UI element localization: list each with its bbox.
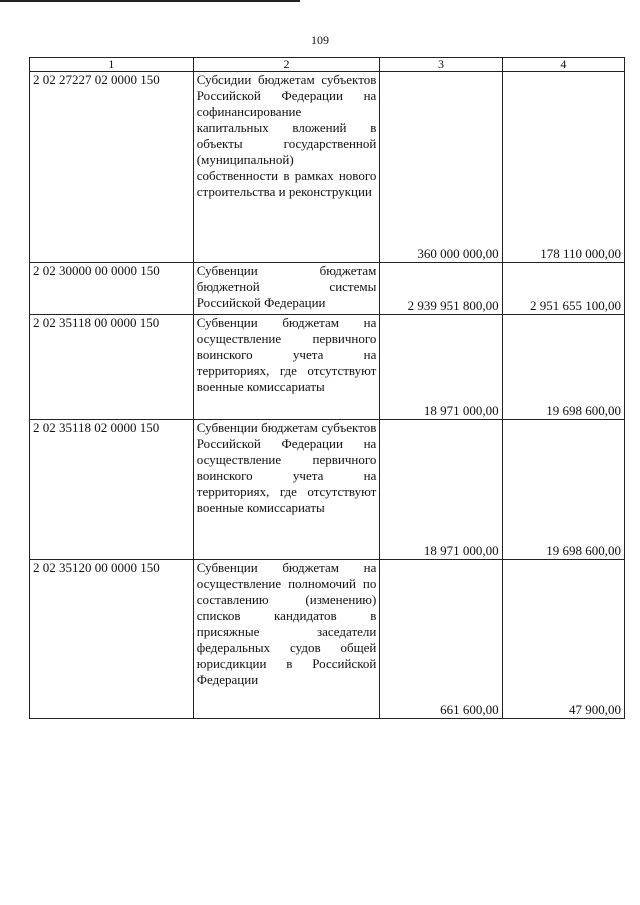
table-row	[30, 420, 625, 560]
page-number: 109	[311, 33, 329, 47]
budget-code-cell: 2 02 35118 00 0000 150	[30, 315, 194, 420]
amount-year-2-cell: 2 951 655 100,00	[502, 263, 624, 315]
amount-year-1-cell: 2 939 951 800,00	[380, 263, 502, 315]
revenue-name-cell: Субсидии бюджетам субъектов Российской Федерации на софинансирование капитальных вложений в объекты государственной (муниципальной) собственности в рамках нового строительства и реконструкции	[193, 72, 380, 263]
amount-year-2-cell: 178 110 000,00	[502, 72, 624, 263]
revenue-name-cell: Субвенции бюджетам на осуществление полномочий по составлению (изменению) списков кандидатов в присяжные заседатели федеральных судов общей юрисдикции в Российской Федерации	[193, 560, 380, 719]
amount-year-1-cell: 661 600,00	[380, 560, 502, 719]
column-header-3: 3	[380, 58, 502, 72]
amount-year-1-cell: 18 971 000,00	[380, 420, 502, 560]
amount-year-2-cell: 47 900,00	[502, 560, 624, 719]
amount-year-1-cell: 360 000 000,00	[380, 72, 502, 263]
revenue-name-cell: Субвенции бюджетам субъектов Российской Федерации на осуществление первичного воинского учета на территориях, где отсутствуют военные комиссариаты	[193, 420, 380, 560]
amount-year-2-cell: 19 698 600,00	[502, 315, 624, 420]
budget-code-cell: 2 02 35118 02 0000 150	[30, 420, 194, 560]
top-rule	[0, 0, 300, 2]
budget-code-cell: 2 02 30000 00 0000 150	[30, 263, 194, 315]
column-header-2: 2	[193, 58, 380, 72]
budget-table	[29, 57, 625, 719]
budget-code-cell: 2 02 27227 02 0000 150	[30, 72, 194, 263]
revenue-name-cell: Субвенции бюджетам на осуществление первичного воинского учета на территориях, где отсутствуют военные комиссариаты	[193, 315, 380, 420]
amount-year-1-cell: 18 971 000,00	[380, 315, 502, 420]
amount-year-2-cell: 19 698 600,00	[502, 420, 624, 560]
budget-code-cell: 2 02 35120 00 0000 150	[30, 560, 194, 719]
table-row	[30, 560, 625, 719]
table-row	[30, 315, 625, 420]
table-row	[30, 263, 625, 315]
table-row	[30, 72, 625, 263]
revenue-name-cell: Субвенции бюджетам бюджетной системы Российской Федерации	[193, 263, 380, 315]
column-header-1: 1	[30, 58, 194, 72]
column-header-4: 4	[502, 58, 624, 72]
table-header-row	[30, 58, 625, 72]
